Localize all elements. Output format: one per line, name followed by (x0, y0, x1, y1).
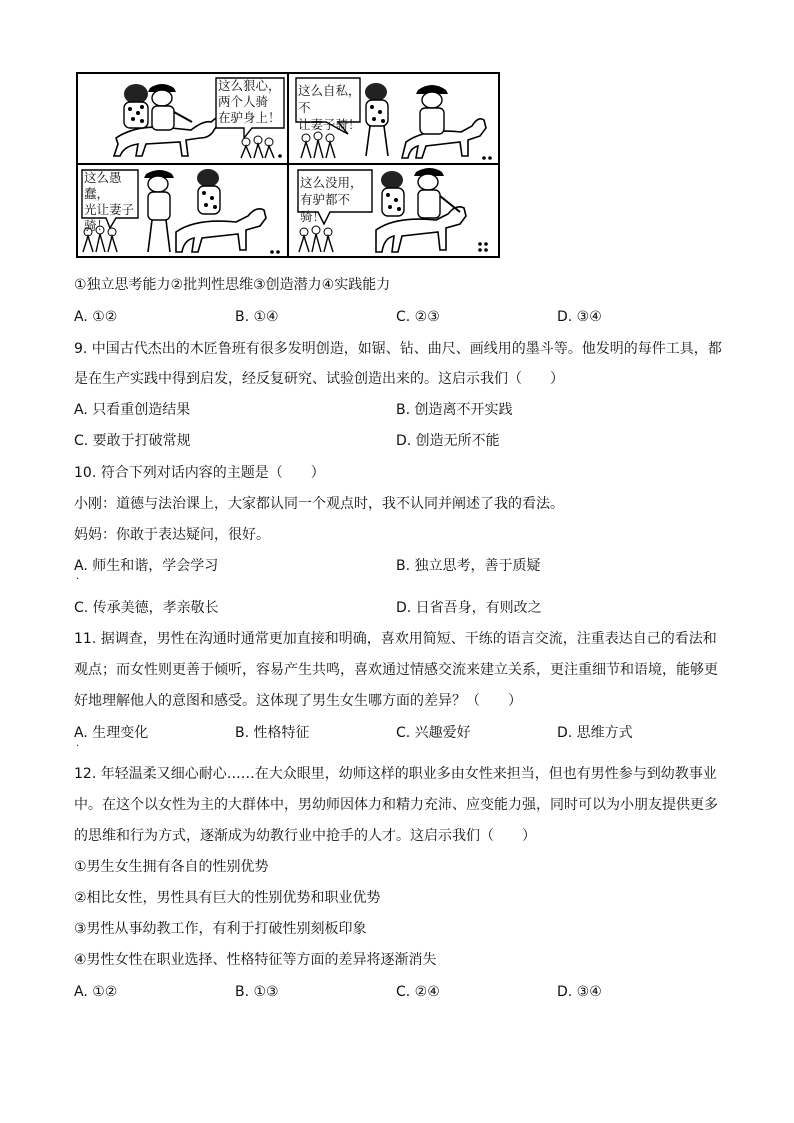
comic-bubble-4 (300, 174, 374, 225)
q10-option-c[interactable]: C. 传承美德，孝亲敬长 (74, 600, 219, 616)
bubble-4-line: 这么没用， (300, 175, 363, 190)
comic-bubble-3 (84, 170, 140, 234)
bubble-3-line: 这么愚蠢， (84, 170, 122, 201)
q10-stem-line: 10. 符合下列对话内容的主题是（ ） (74, 465, 325, 481)
bubble-1-line: 在驴身上！ (218, 110, 281, 125)
bubble-2-line: 让妻子骑！ (298, 117, 361, 132)
q11-stem-line: 观点；而女性则更善于倾听，容易产生共鸣，喜欢通过情感交流来建立关系，更注重细节和语境，能够更 (74, 662, 718, 678)
q9-stem-line: 9. 中国古代杰出的木匠鲁班有很多发明创造，如锯、钻、曲尺、画线用的墨斗等。他发明的每件工具，都 (74, 341, 722, 357)
q9-option-a[interactable]: A. 只看重创造结果 (74, 402, 191, 418)
q9-stem-line: 是在生产实践中得到启发，经反复研究、试验创造出来的。这启示我们（ ） (74, 371, 564, 387)
q12-statement: ②相比女性，男性具有巨大的性别优势和职业优势 (74, 890, 381, 906)
q12-stem-line: 中。在这个以女性为主的大群体中，男幼师因体力和精力充沛、应变能力强，同时可以为小朋友提供更多 (74, 797, 718, 813)
q12-statement: ④男性女性在职业选择、性格特征等方面的差异将逐渐消失 (74, 952, 437, 968)
comic-bubble-2 (298, 82, 362, 133)
q9-option-c[interactable]: C. 要敢于打破常规 (74, 433, 191, 449)
stray-dot: . (76, 738, 80, 749)
q8-option-d[interactable]: D. ③④ (557, 309, 602, 325)
q10-option-a[interactable]: A. 师生和谐，学会学习 (74, 558, 219, 574)
q11-stem-line: 好地理解他人的意图和感受。这体现了男生女生哪方面的差异？（ ） (74, 693, 522, 709)
q8-option-a[interactable]: A. ①② (74, 309, 118, 325)
q12-option-b[interactable]: B. ①③ (235, 984, 279, 1000)
stray-dot: . (76, 571, 80, 582)
q11-option-b[interactable]: B. 性格特征 (235, 725, 310, 741)
bubble-2-line: 这么自私，不 (298, 83, 361, 115)
q12-option-d[interactable]: D. ③④ (557, 984, 602, 1000)
q8-statements: ①独立思考能力②批判性思维③创造潜力④实践能力 (74, 277, 391, 293)
q12-stem-line: 12. 年轻温柔又细心耐心……在大众眼里，幼师这样的职业多由女性来担当，但也有男性参与到幼教事业 (74, 766, 717, 782)
q9-option-d[interactable]: D. 创造无所不能 (396, 433, 500, 449)
q10-dialogue-line: 小刚：道德与法治课上，大家都认同一个观点时，我不认同并阐述了我的看法。 (74, 496, 564, 512)
q12-option-a[interactable]: A. ①② (74, 984, 118, 1000)
q9-option-b[interactable]: B. 创造离不开实践 (396, 402, 513, 418)
bubble-3-line: 骑！ (84, 218, 110, 233)
q8-option-c[interactable]: C. ②③ (396, 309, 440, 325)
q8-option-b[interactable]: B. ①④ (235, 309, 279, 325)
q11-option-a[interactable]: A. 生理变化 (74, 725, 149, 741)
q10-dialogue-line: 妈妈：你敢于表达疑问，很好。 (74, 527, 270, 543)
bubble-3-line: 光让妻子 (84, 202, 135, 217)
bubble-1-line: 两个人骑 (218, 94, 269, 109)
q10-option-d[interactable]: D. 日省吾身，有则改之 (396, 600, 542, 616)
bubble-1-line: 这么狠心， (218, 78, 281, 93)
q11-option-c[interactable]: C. 兴趣爱好 (396, 725, 471, 741)
comic-bubble-1 (218, 78, 284, 126)
comic-illustration (76, 72, 500, 258)
q11-stem-line: 11. 据调查，男性在沟通时通常更加直接和明确，喜欢用简短、干练的语言交流，注重表达自己的看法和 (74, 631, 717, 647)
q12-statement: ③男性从事幼教工作，有利于打破性别刻板印象 (74, 921, 367, 937)
q11-option-d[interactable]: D. 思维方式 (557, 725, 633, 741)
q12-stem-line: 的思维和行为方式，逐渐成为幼教行业中抢手的人才。这启示我们（ ） (74, 828, 536, 844)
q12-statement: ①男生女生拥有各自的性别优势 (74, 859, 269, 875)
q12-option-c[interactable]: C. ②④ (396, 984, 440, 1000)
q10-option-b[interactable]: B. 独立思考，善于质疑 (396, 558, 541, 574)
bubble-4-line: 有驴都不骑！ (300, 192, 351, 224)
